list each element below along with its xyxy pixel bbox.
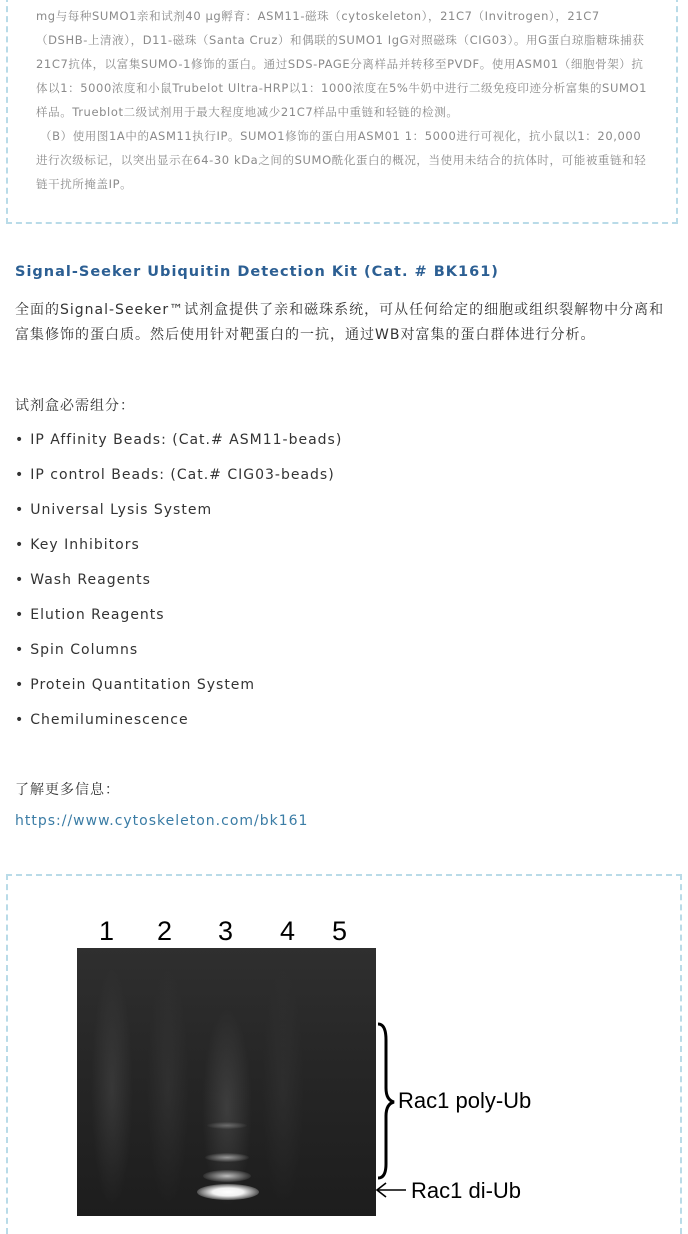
list-item xyxy=(15,673,675,708)
lane-3-band-lower xyxy=(203,1170,251,1182)
lane-1-smear xyxy=(91,968,133,1208)
list-item-text: Elution Reagents xyxy=(30,607,165,623)
lane-number-5: 5 xyxy=(332,916,348,946)
lane-2-smear xyxy=(147,968,189,1208)
bullet-icon: • xyxy=(15,467,25,483)
list-item xyxy=(15,638,675,673)
list-item-text: Chemiluminescence xyxy=(30,712,189,728)
list-item-text: IP Affinity Beads: (Cat.# ASM11-beads) xyxy=(30,432,343,448)
list-item-text: Spin Columns xyxy=(30,642,139,658)
caption-paragraph-b: （B）使用图1A中的ASM11执行IP。SUMO1修饰的蛋白用ASM01 1：5000进行可视化，抗小鼠以1：20,000进行次级标记，以突出显示在64-30 kDa之间的SUMO酰化蛋白的概况，当使用未结合的抗体时，可能被重链和轻链干扰所掩盖IP。 xyxy=(36,129,647,191)
lane-number-1: 1 xyxy=(99,916,115,946)
bullet-icon: • xyxy=(15,677,25,693)
bullet-icon: • xyxy=(15,642,25,658)
kit-components-label: 试剂盒必需组分： xyxy=(15,398,135,414)
more-info-label: 了解更多信息： xyxy=(15,782,120,798)
list-item xyxy=(15,463,675,498)
poly-ub-label: Rac1 poly-Ub xyxy=(398,1088,532,1113)
list-item xyxy=(15,568,675,603)
bullet-icon: • xyxy=(15,432,25,448)
list-item-text: Wash Reagents xyxy=(30,572,151,588)
lane-3-band-mid xyxy=(205,1153,249,1162)
list-item-text: IP control Beads: (Cat.# CIG03-beads) xyxy=(30,467,335,483)
bullet-icon: • xyxy=(15,502,25,518)
list-item xyxy=(15,603,675,638)
bullet-icon: • xyxy=(15,537,25,553)
bullet-icon: • xyxy=(15,572,25,588)
lane-number-3: 3 xyxy=(218,916,234,946)
lane-number-2: 2 xyxy=(157,916,173,946)
di-ub-label: Rac1 di-Ub xyxy=(411,1178,522,1203)
lane-3-band-di-ub xyxy=(197,1184,259,1200)
list-item-text: Key Inhibitors xyxy=(30,537,140,553)
arrow-left-icon xyxy=(374,1180,408,1200)
list-item xyxy=(15,533,675,568)
lane-number-4: 4 xyxy=(280,916,296,946)
list-item xyxy=(15,428,675,463)
kit-components-list xyxy=(15,428,675,743)
list-item-text: Protein Quantitation System xyxy=(30,677,256,693)
bullet-icon: • xyxy=(15,607,25,623)
lane-3-band-upper xyxy=(207,1122,247,1129)
list-item xyxy=(15,498,675,533)
caption-paragraph-a: mg与每种SUMO1亲和试剂40 µg孵育：ASM11-磁珠（cytoskeleton），21C7（Invitrogen），21C7（DSHB-上清液），D11-磁珠（Santa Cruz）和偶联的SUMO1 IgG对照磁珠（CIG03）。用G蛋白琼脂糖珠捕获21C7抗体，以富集SUMO-1修饰的蛋白。通过SDS-PAGE分离样品并转移至PVDF。使用ASM01（细胞骨架）抗体以1：5000浓度和小鼠Trubelot Ultra-HRP以1：1000浓度在5%牛奶中进行二级免疫印迹分析富集的SUMO1样品。Trueblot二级试剂用于最大程度地减少21C7样品中重链和轻链的检测。 xyxy=(36,9,648,119)
bullet-icon: • xyxy=(15,712,25,728)
figure-caption-box xyxy=(6,0,678,224)
product-link[interactable]: https://www.cytoskeleton.com/bk161 xyxy=(15,813,309,829)
western-blot-image xyxy=(77,948,376,1216)
list-item xyxy=(15,708,675,743)
section-title: Signal-Seeker Ubiquitin Detection Kit (Cat. # BK161) xyxy=(15,264,499,280)
lane-4-smear xyxy=(262,968,304,1208)
list-item-text: Universal Lysis System xyxy=(30,502,213,518)
intro-paragraph: 全面的Signal-Seeker™试剂盒提供了亲和磁珠系统，可从任何给定的细胞或组织裂解物中分离和富集修饰的蛋白质。然后使用针对靶蛋白的一抗，通过WB对富集的蛋白群体进行分析。 xyxy=(15,302,665,343)
